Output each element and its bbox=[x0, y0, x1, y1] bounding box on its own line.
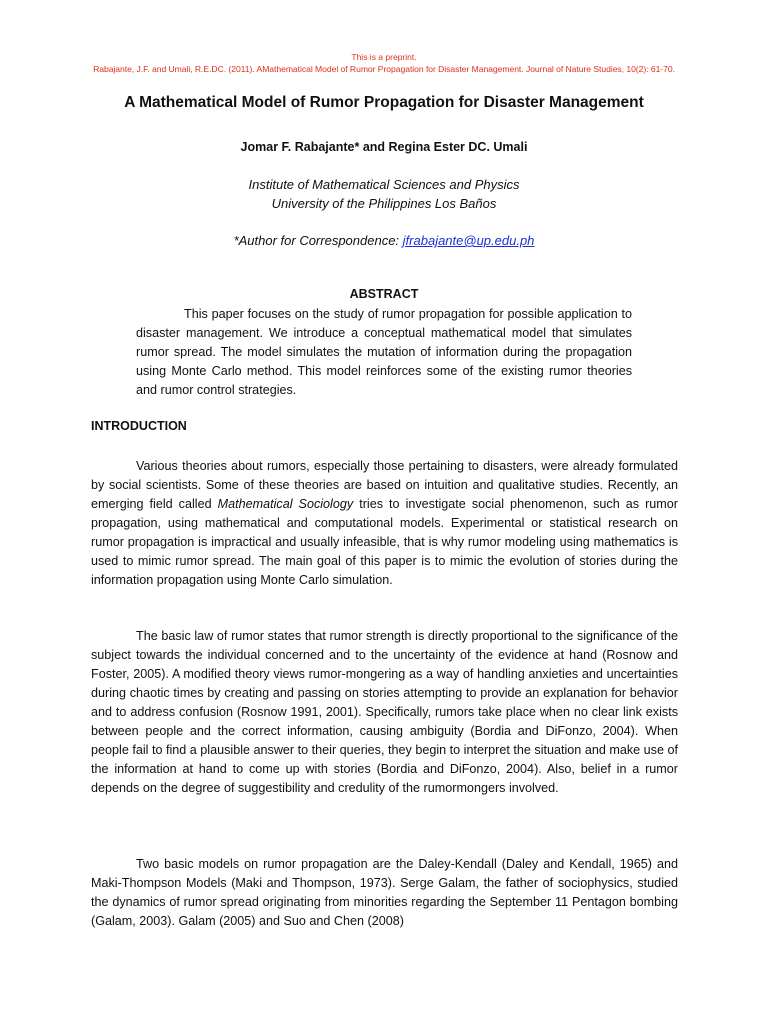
paper-authors: Jomar F. Rabajante* and Regina Ester DC. Umali bbox=[240, 140, 528, 154]
affiliation-institute: Institute of Mathematical Sciences and Physics bbox=[248, 177, 520, 192]
affiliation-university: University of the Philippines Los Baños bbox=[271, 196, 497, 211]
intro-paragraph-3: Two basic models on rumor propagation are the Daley-Kendall (Daley and Kendall, 1965) and Maki-Thompson Models (Maki and Thompson, 1973). Serge Galam, the father of sociophysics, studied the dynamics of rumor spread originating from minorities regarding the September 11 Pentagon bombing (Galam, 2003). Galam (2005) and Suo and Chen (2008) bbox=[91, 857, 678, 928]
citation-line: Rabajante, J.F. and Umali, R.E.DC. (2011). AMathematical Model of Rumor Propagation for Disaster Management. Journal of Nature Studies, 10(2): 61-70. bbox=[93, 64, 675, 74]
intro-p1-text-end: tries to investigate social phenomenon, such as rumor propagation, using mathematical and computational models. Experimental or statistical research on rumor propagation is impractical and usually infeasible, that is why rumor modeling using mathematics is used to mimic rumor spread. The main goal of this paper is to mimic the evolution of stories during the information propagation using Monte Carlo simulation. bbox=[91, 497, 678, 587]
intro-paragraph-2: The basic law of rumor states that rumor strength is directly proportional to the significance of the subject towards the individual concerned and to the uncertainty of the evidence at hand (Rosnow and Foster, 2005). A modified theory views rumor-mongering as a way of handling anxieties and uncertainties during chaotic times by creating and passing on stories attempting to provide an explanation for behavior and to address confusion (Rosnow 1991, 2001). Specifically, rumors take place when no clear link exists between people and the correct information, causing ambiguity (Bordia and DiFonzo, 2004). When people fail to find a plausible answer to their queries, they begin to interpret the situation and make use of the information at hand to come up with stories (Bordia and DiFonzo, 2004). Also, belief in a rumor depends on the degree of suggestibility and credulity of the rumormongers involved. bbox=[91, 629, 678, 795]
paper-title: A Mathematical Model of Rumor Propagation for Disaster Management bbox=[124, 94, 644, 111]
introduction-heading: INTRODUCTION bbox=[91, 419, 187, 433]
abstract-heading: ABSTRACT bbox=[349, 287, 419, 301]
intro-p1-text-start: Various theories about rumors, especially those pertaining to disasters, were already formulated by social scientists. Some of these theories are based on intuition and qualitative studies. Recently, an emerging field called bbox=[91, 459, 678, 511]
intro-paragraph-1 bbox=[91, 457, 678, 590]
correspondence-label: *Author for Correspondence: bbox=[233, 233, 403, 248]
abstract-text: This paper focuses on the study of rumor propagation for possible application to disaster management. We introduce a conceptual mathematical model that simulates rumor spread. The model simulates the mutation of information during the propagation using Monte Carlo method. This model reinforces some of the existing rumor theories and rumor control strategies. bbox=[136, 307, 632, 397]
correspondence-line bbox=[0, 233, 768, 248]
correspondence-email-link[interactable]: jfrabajante@up.edu.ph bbox=[402, 233, 535, 248]
intro-p1-italic-term: Mathematical Sociology bbox=[217, 497, 354, 511]
preprint-note: This is a preprint. bbox=[351, 52, 417, 62]
